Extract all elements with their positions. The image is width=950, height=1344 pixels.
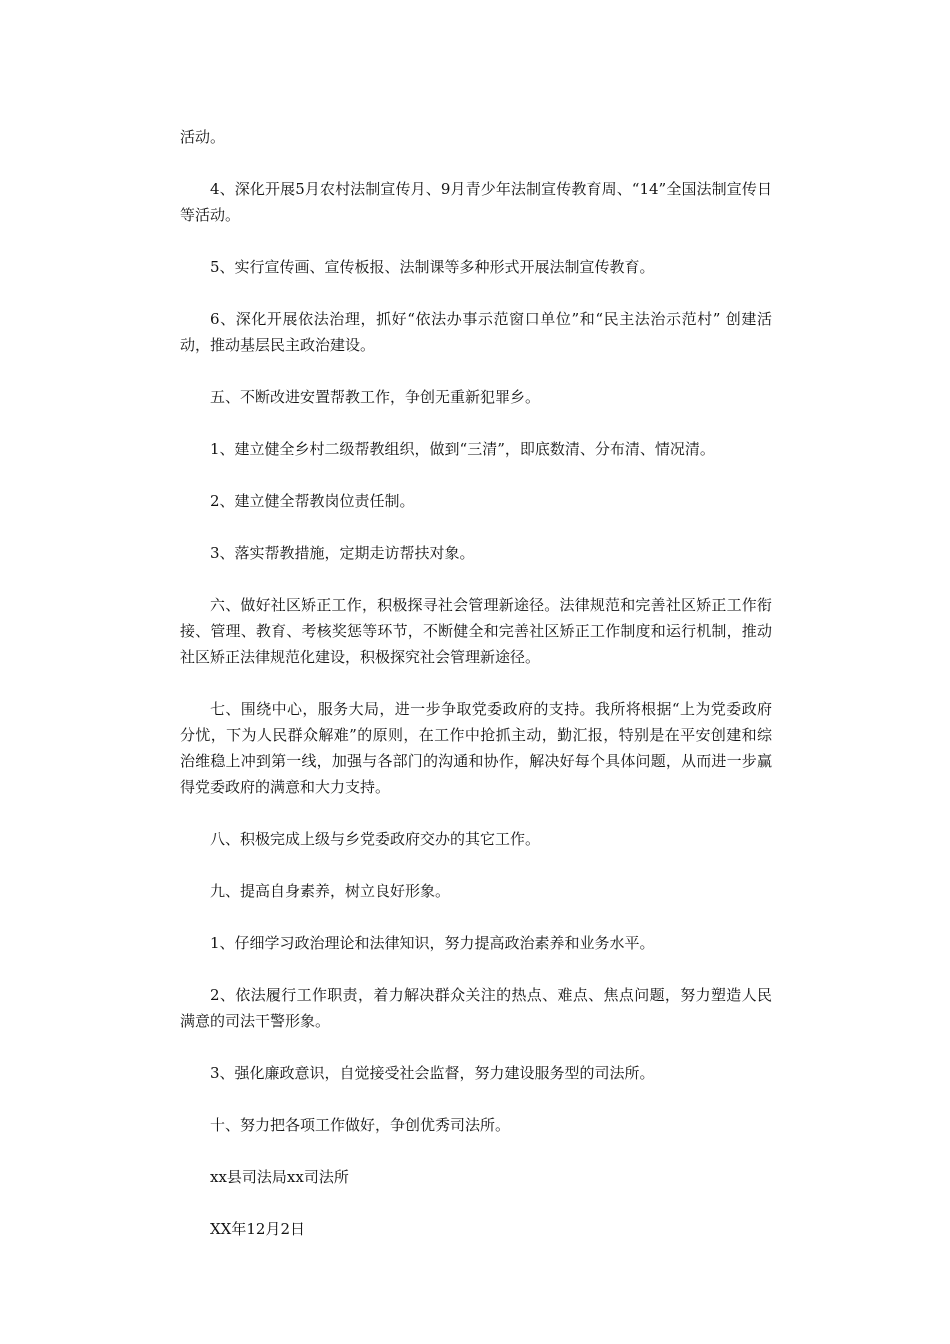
paragraph-item-5: 5、实行宣传画、宣传板报、法制课等多种形式开展法制宣传教育。 xyxy=(210,258,655,276)
paragraph-continuation: 活动。 xyxy=(180,128,226,146)
paragraph-item-4: 4、深化开展5月农村法制宣传月、9月青少年法制宣传教育周、“14”全国法制宣传日等活动。 xyxy=(180,180,772,224)
section-heading-8: 八、积极完成上级与乡党委政府交办的其它工作。 xyxy=(210,830,541,848)
section-heading-5: 五、不断改进安置帮教工作，争创无重新犯罪乡。 xyxy=(210,388,541,406)
paragraph-item-3: 3、落实帮教措施，定期走访帮扶对象。 xyxy=(210,544,475,562)
paragraph-item-3: 3、强化廉政意识，自觉接受社会监督，努力建设服务型的司法所。 xyxy=(210,1064,655,1082)
paragraph-item-6: 6、深化开展依法治理，抓好“依法办事示范窗口单位”和“民主法治示范村” 创建活动，推动基层民主政治建设。 xyxy=(180,310,772,354)
signature-date: XX年12月2日 xyxy=(210,1220,305,1238)
paragraph-item-2: 2、建立健全帮教岗位责任制。 xyxy=(210,492,415,510)
section-heading-7: 七、围绕中心，服务大局，进一步争取党委政府的支持。我所将根据“上为党委政府分忧，下为人民群众解难”的原则，在工作中抢抓主动，勤汇报，特别是在平安创建和综治维稳上冲到第一线，加强与各部门的沟通和协作，解决好每个具体问题，从而进一步赢得党委政府的满意和大力支持。 xyxy=(180,700,772,796)
section-heading-10: 十、努力把各项工作做好，争创优秀司法所。 xyxy=(210,1116,511,1134)
paragraph-item-1: 1、建立健全乡村二级帮教组织，做到“三清”，即底数清、分布清、情况清。 xyxy=(210,440,715,458)
section-heading-9: 九、提高自身素养，树立良好形象。 xyxy=(210,882,451,900)
section-heading-6: 六、做好社区矫正工作，积极探寻社会管理新途径。法律规范和完善社区矫正工作衔接、管理、教育、考核奖惩等环节，不断健全和完善社区矫正工作制度和运行机制，推动社区矫正法律规范化建设，积极探究社会管理新途径。 xyxy=(180,596,772,666)
document-body xyxy=(180,124,772,1268)
signature-organization: xx县司法局xx司法所 xyxy=(210,1168,349,1186)
paragraph-item-1: 1、仔细学习政治理论和法律知识，努力提高政治素养和业务水平。 xyxy=(210,934,655,952)
paragraph-item-2: 2、依法履行工作职责，着力解决群众关注的热点、难点、焦点问题，努力塑造人民满意的司法干警形象。 xyxy=(180,986,772,1030)
